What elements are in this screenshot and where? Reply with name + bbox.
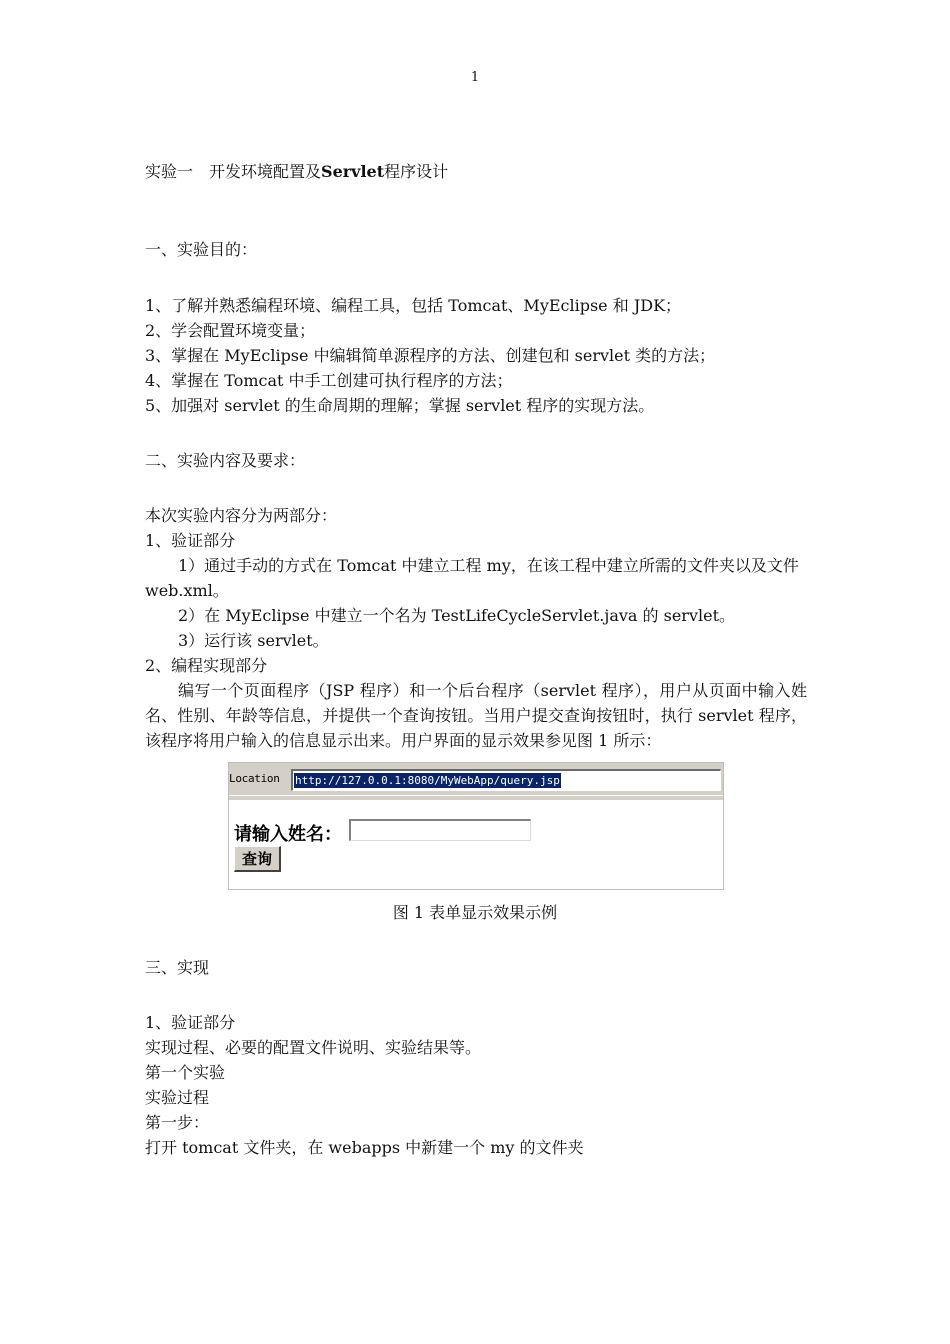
section2-intro: 本次实验内容分为两部分： — [145, 506, 338, 525]
part1-item: 2）在 MyEclipse 中建立一个名为 TestLifeCycleServlet.java 的 servlet。 — [178, 606, 736, 625]
location-label: Location — [229, 772, 280, 785]
name-prompt-label: 请输入姓名： — [234, 824, 342, 845]
title-suffix: 程序设计 — [384, 162, 449, 181]
part1-heading: 1、验证部分 — [145, 531, 236, 550]
section3-line: 实现过程、必要的配置文件说明、实验结果等。 — [145, 1038, 482, 1057]
section1-item: 1、了解并熟悉编程环境、编程工具，包括 Tomcat、MyEclipse 和 JDK； — [145, 296, 682, 315]
title-bold: Servlet — [321, 162, 385, 181]
document-title — [145, 162, 448, 182]
toolbar-separator — [229, 795, 723, 800]
section2-heading: 二、实验内容及要求： — [145, 451, 306, 470]
form-screenshot-figure — [228, 762, 724, 890]
section1-item: 2、学会配置环境变量； — [145, 321, 316, 340]
section3-line: 打开 tomcat 文件夹，在 webapps 中新建一个 my 的文件夹 — [145, 1138, 584, 1157]
section1-heading: 一、实验目的： — [145, 240, 258, 259]
part2-heading: 2、编程实现部分 — [145, 656, 268, 675]
location-bar — [229, 763, 723, 795]
section3-line: 1、验证部分 — [145, 1013, 236, 1032]
section3-line: 实验过程 — [145, 1088, 210, 1107]
page-number: 1 — [470, 70, 480, 85]
section1-item: 3、掌握在 MyEclipse 中编辑简单源程序的方法、创建包和 servlet 类的方法； — [145, 346, 716, 365]
section1-item: 5、加强对 servlet 的生命周期的理解；掌握 servlet 程序的实现方法。 — [145, 396, 655, 415]
query-button[interactable]: 查询 — [234, 846, 281, 872]
figure-caption: 图 1 表单显示效果示例 — [392, 903, 558, 922]
part1-item: 3）运行该 servlet。 — [178, 631, 329, 650]
section1-item: 4、掌握在 Tomcat 中手工创建可执行程序的方法； — [145, 371, 513, 390]
location-url: http://127.0.0.1:8080/MyWebApp/query.jsp — [295, 774, 560, 787]
title-prefix: 实验一 开发环境配置及 — [145, 162, 322, 181]
section3-line: 第一个实验 — [145, 1063, 226, 1082]
location-field[interactable] — [291, 769, 721, 791]
part2-paragraph: 编写一个页面程序（JSP 程序）和一个后台程序（servlet 程序），用户从页面中输入姓名、性别、年龄等信息，并提供一个查询按钮。当用户提交查询按钮时，执行 servlet 程序，该程序将用户输入的信息显示出来。用户界面的显示效果参见图 1 所示： — [145, 681, 807, 750]
part1-item: 1）通过手动的方式在 Tomcat 中建立工程 my，在该工程中建立所需的文件夹以及文件 web.xml。 — [145, 556, 799, 600]
section3-line: 第一步： — [145, 1113, 210, 1132]
section3-heading: 三、实现 — [145, 958, 210, 977]
name-input[interactable] — [349, 819, 531, 841]
